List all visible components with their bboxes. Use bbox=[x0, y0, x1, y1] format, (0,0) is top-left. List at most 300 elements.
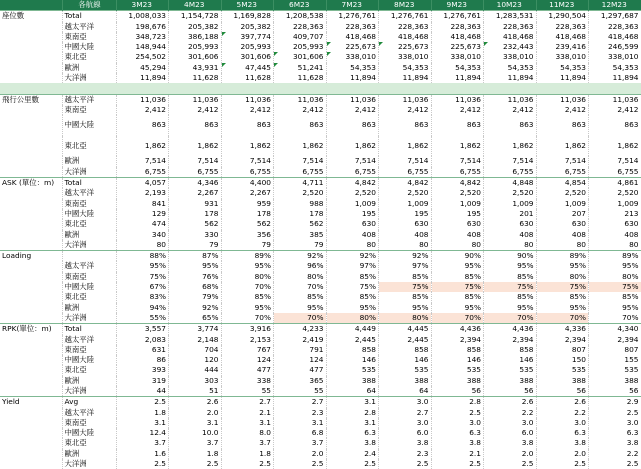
value-cell[interactable]: 79 bbox=[169, 240, 222, 251]
value-cell[interactable]: 863 bbox=[431, 115, 484, 136]
value-cell[interactable]: 95% bbox=[274, 303, 327, 313]
region-cell[interactable]: 歐洲 bbox=[62, 63, 116, 73]
value-cell[interactable]: 146 bbox=[326, 355, 379, 365]
value-cell[interactable]: 863 bbox=[484, 115, 537, 136]
value-cell[interactable]: 95% bbox=[484, 303, 537, 313]
value-cell[interactable]: 2.1 bbox=[221, 408, 274, 418]
value-cell[interactable]: 2.9 bbox=[589, 397, 641, 408]
value-cell[interactable]: 3.8 bbox=[326, 438, 379, 448]
section-title-cell[interactable]: Loading bbox=[0, 251, 62, 262]
region-cell[interactable]: 中國大陸 bbox=[62, 355, 116, 365]
region-cell[interactable]: 中國大陸 bbox=[62, 282, 116, 292]
value-cell[interactable]: 86 bbox=[116, 355, 169, 365]
header-month-cell[interactable]: 12M23 bbox=[589, 0, 641, 11]
region-cell[interactable]: 大洋洲 bbox=[62, 240, 116, 251]
value-cell[interactable]: 3.1 bbox=[326, 418, 379, 428]
value-cell[interactable]: 931 bbox=[169, 199, 222, 209]
value-cell[interactable]: 6,755 bbox=[221, 167, 274, 178]
value-cell[interactable]: 75% bbox=[589, 282, 641, 292]
value-cell[interactable]: 1,862 bbox=[274, 136, 327, 157]
value-cell[interactable]: 11,628 bbox=[274, 73, 327, 83]
header-month-cell[interactable]: 7M23 bbox=[326, 0, 379, 11]
value-cell[interactable]: 85% bbox=[431, 292, 484, 302]
value-cell[interactable]: 2,520 bbox=[431, 188, 484, 198]
value-cell[interactable]: 90% bbox=[484, 251, 537, 262]
value-cell[interactable]: 207 bbox=[536, 209, 589, 219]
value-cell[interactable]: 863 bbox=[589, 115, 641, 136]
value-cell[interactable]: 80 bbox=[484, 240, 537, 251]
value-cell[interactable]: 7,514 bbox=[379, 156, 432, 166]
value-cell[interactable]: 4,842 bbox=[326, 178, 379, 189]
value-cell[interactable]: 228,363 bbox=[379, 22, 432, 32]
empty-cell[interactable] bbox=[0, 240, 62, 251]
value-cell[interactable]: 80% bbox=[589, 272, 641, 282]
value-cell[interactable]: 3.0 bbox=[536, 418, 589, 428]
value-cell[interactable]: 1,862 bbox=[169, 136, 222, 157]
value-cell[interactable]: 988 bbox=[274, 199, 327, 209]
value-cell[interactable]: 85% bbox=[326, 272, 379, 282]
value-cell[interactable]: 6,755 bbox=[379, 167, 432, 178]
value-cell[interactable]: 2,520 bbox=[326, 188, 379, 198]
value-cell[interactable]: 12.4 bbox=[116, 428, 169, 438]
value-cell[interactable]: 7,514 bbox=[536, 156, 589, 166]
value-cell[interactable]: 319 bbox=[116, 376, 169, 386]
region-cell[interactable]: 東北亞 bbox=[62, 52, 116, 62]
value-cell[interactable]: 195 bbox=[326, 209, 379, 219]
value-cell[interactable]: 80% bbox=[274, 272, 327, 282]
value-cell[interactable]: 2.5 bbox=[431, 408, 484, 418]
value-cell[interactable]: 2,412 bbox=[116, 105, 169, 115]
value-cell[interactable]: 2,394 bbox=[484, 335, 537, 345]
value-cell[interactable]: 630 bbox=[484, 219, 537, 229]
empty-cell[interactable] bbox=[0, 199, 62, 209]
value-cell[interactable]: 2.5 bbox=[116, 459, 169, 469]
value-cell[interactable]: 70% bbox=[221, 313, 274, 324]
value-cell[interactable]: 6,755 bbox=[484, 167, 537, 178]
value-cell[interactable]: 3.8 bbox=[431, 438, 484, 448]
empty-cell[interactable] bbox=[0, 438, 62, 448]
value-cell[interactable]: 2.0 bbox=[484, 449, 537, 459]
value-cell[interactable]: 1,009 bbox=[326, 199, 379, 209]
value-cell[interactable]: 2,412 bbox=[484, 105, 537, 115]
empty-cell[interactable] bbox=[0, 230, 62, 240]
value-cell[interactable]: 205,382 bbox=[221, 22, 274, 32]
value-cell[interactable]: 630 bbox=[379, 219, 432, 229]
value-cell[interactable]: 1,009 bbox=[431, 199, 484, 209]
value-cell[interactable]: 2,412 bbox=[431, 105, 484, 115]
value-cell[interactable]: 2,267 bbox=[221, 188, 274, 198]
region-cell[interactable]: Total bbox=[62, 11, 116, 22]
value-cell[interactable]: 70% bbox=[536, 313, 589, 324]
value-cell[interactable]: 79% bbox=[169, 292, 222, 302]
value-cell[interactable]: 1,862 bbox=[116, 136, 169, 157]
empty-cell[interactable] bbox=[0, 188, 62, 198]
region-cell[interactable]: 歐洲 bbox=[62, 449, 116, 459]
value-cell[interactable]: 807 bbox=[536, 345, 589, 355]
value-cell[interactable]: 43,931 bbox=[169, 63, 222, 73]
value-cell[interactable]: 11,894 bbox=[379, 73, 432, 83]
value-cell[interactable]: 4,842 bbox=[379, 178, 432, 189]
value-cell[interactable]: 2.6 bbox=[169, 397, 222, 408]
value-cell[interactable]: 4,436 bbox=[484, 324, 537, 335]
value-cell[interactable]: 2.0 bbox=[169, 408, 222, 418]
value-cell[interactable]: 2.5 bbox=[274, 459, 327, 469]
value-cell[interactable]: 6.3 bbox=[326, 428, 379, 438]
value-cell[interactable]: 2,412 bbox=[379, 105, 432, 115]
header-month-cell[interactable]: 8M23 bbox=[379, 0, 432, 11]
value-cell[interactable]: 85% bbox=[326, 292, 379, 302]
value-cell[interactable]: 562 bbox=[169, 219, 222, 229]
value-cell[interactable]: 76% bbox=[169, 272, 222, 282]
value-cell[interactable]: 2,412 bbox=[221, 105, 274, 115]
value-cell[interactable]: 64 bbox=[326, 386, 379, 397]
value-cell[interactable]: 95% bbox=[379, 303, 432, 313]
value-cell[interactable]: 7,514 bbox=[116, 156, 169, 166]
value-cell[interactable]: 4,449 bbox=[326, 324, 379, 335]
value-cell[interactable]: 95% bbox=[431, 261, 484, 271]
value-cell[interactable]: 863 bbox=[116, 115, 169, 136]
value-cell[interactable]: 3.1 bbox=[274, 418, 327, 428]
value-cell[interactable]: 87% bbox=[169, 251, 222, 262]
value-cell[interactable]: 54,353 bbox=[326, 63, 379, 73]
value-cell[interactable]: 6.3 bbox=[536, 428, 589, 438]
value-cell[interactable]: 7,514 bbox=[326, 156, 379, 166]
value-cell[interactable]: 6,755 bbox=[536, 167, 589, 178]
value-cell[interactable]: 6,755 bbox=[116, 167, 169, 178]
value-cell[interactable]: 1.8 bbox=[116, 408, 169, 418]
header-month-cell[interactable]: 11M23 bbox=[536, 0, 589, 11]
value-cell[interactable]: 6,755 bbox=[274, 167, 327, 178]
value-cell[interactable]: 70% bbox=[274, 282, 327, 292]
section-title-cell[interactable]: ASK (單位：m) bbox=[0, 178, 62, 189]
value-cell[interactable]: 228,363 bbox=[484, 22, 537, 32]
value-cell[interactable]: 408 bbox=[484, 230, 537, 240]
value-cell[interactable]: 4,848 bbox=[484, 178, 537, 189]
value-cell[interactable]: 535 bbox=[536, 365, 589, 375]
empty-cell[interactable] bbox=[0, 345, 62, 355]
value-cell[interactable]: 11,036 bbox=[536, 94, 589, 105]
value-cell[interactable]: 85% bbox=[379, 292, 432, 302]
value-cell[interactable]: 3.8 bbox=[484, 438, 537, 448]
value-cell[interactable]: 863 bbox=[536, 115, 589, 136]
value-cell[interactable]: 95% bbox=[431, 303, 484, 313]
value-cell[interactable]: 301,606 bbox=[274, 52, 327, 62]
value-cell[interactable]: 2.5 bbox=[116, 397, 169, 408]
value-cell[interactable]: 630 bbox=[589, 219, 641, 229]
value-cell[interactable]: 6,755 bbox=[169, 167, 222, 178]
value-cell[interactable]: 397,774 bbox=[221, 32, 274, 42]
value-cell[interactable]: 11,036 bbox=[431, 94, 484, 105]
value-cell[interactable]: 4,340 bbox=[589, 324, 641, 335]
header-month-cell[interactable]: 6M23 bbox=[274, 0, 327, 11]
value-cell[interactable]: 95% bbox=[484, 261, 537, 271]
value-cell[interactable]: 1,297,687 bbox=[589, 11, 641, 22]
value-cell[interactable]: 2.5 bbox=[589, 408, 641, 418]
region-cell[interactable]: 越太平洋 bbox=[62, 335, 116, 345]
value-cell[interactable]: 3.8 bbox=[589, 438, 641, 448]
region-cell[interactable]: 東北亞 bbox=[62, 136, 116, 157]
value-cell[interactable]: 11,036 bbox=[116, 94, 169, 105]
value-cell[interactable]: 75% bbox=[326, 282, 379, 292]
value-cell[interactable]: 70% bbox=[431, 313, 484, 324]
value-cell[interactable]: 7,514 bbox=[221, 156, 274, 166]
value-cell[interactable]: 562 bbox=[274, 219, 327, 229]
value-cell[interactable]: 444 bbox=[169, 365, 222, 375]
value-cell[interactable]: 1,276,761 bbox=[431, 11, 484, 22]
value-cell[interactable]: 393 bbox=[116, 365, 169, 375]
value-cell[interactable]: 2.5 bbox=[326, 459, 379, 469]
value-cell[interactable]: 79 bbox=[274, 240, 327, 251]
value-cell[interactable]: 630 bbox=[431, 219, 484, 229]
value-cell[interactable]: 89% bbox=[221, 251, 274, 262]
value-cell[interactable]: 2,520 bbox=[379, 188, 432, 198]
value-cell[interactable]: 11,894 bbox=[116, 73, 169, 83]
value-cell[interactable]: 388 bbox=[484, 376, 537, 386]
value-cell[interactable]: 80% bbox=[536, 272, 589, 282]
value-cell[interactable]: 2,083 bbox=[116, 335, 169, 345]
value-cell[interactable]: 2,445 bbox=[379, 335, 432, 345]
value-cell[interactable]: 863 bbox=[326, 115, 379, 136]
value-cell[interactable]: 631 bbox=[116, 345, 169, 355]
value-cell[interactable]: 54,353 bbox=[484, 63, 537, 73]
value-cell[interactable]: 65% bbox=[169, 313, 222, 324]
value-cell[interactable]: 562 bbox=[221, 219, 274, 229]
value-cell[interactable]: 386,188 bbox=[169, 32, 222, 42]
value-cell[interactable]: 205,993 bbox=[221, 42, 274, 52]
value-cell[interactable]: 80 bbox=[379, 240, 432, 251]
value-cell[interactable]: 2,148 bbox=[169, 335, 222, 345]
value-cell[interactable]: 1.8 bbox=[221, 449, 274, 459]
value-cell[interactable]: 54,353 bbox=[379, 63, 432, 73]
value-cell[interactable]: 2.5 bbox=[484, 459, 537, 469]
value-cell[interactable]: 338,010 bbox=[484, 52, 537, 62]
region-cell[interactable]: 歐洲 bbox=[62, 376, 116, 386]
value-cell[interactable]: 80 bbox=[536, 240, 589, 251]
empty-cell[interactable] bbox=[0, 209, 62, 219]
value-cell[interactable]: 3.7 bbox=[221, 438, 274, 448]
value-cell[interactable]: 858 bbox=[484, 345, 537, 355]
region-cell[interactable]: 大洋洲 bbox=[62, 313, 116, 324]
value-cell[interactable]: 225,673 bbox=[379, 42, 432, 52]
empty-cell[interactable] bbox=[0, 292, 62, 302]
region-cell[interactable]: 中國大陸 bbox=[62, 115, 116, 136]
empty-cell[interactable] bbox=[0, 219, 62, 229]
value-cell[interactable]: 388 bbox=[589, 376, 641, 386]
value-cell[interactable]: 94% bbox=[116, 303, 169, 313]
value-cell[interactable]: 535 bbox=[379, 365, 432, 375]
section-title-cell[interactable]: Yield bbox=[0, 397, 62, 408]
value-cell[interactable]: 97% bbox=[326, 261, 379, 271]
value-cell[interactable]: 338,010 bbox=[326, 52, 379, 62]
value-cell[interactable]: 79 bbox=[221, 240, 274, 251]
value-cell[interactable]: 863 bbox=[221, 115, 274, 136]
value-cell[interactable]: 75% bbox=[431, 282, 484, 292]
value-cell[interactable]: 418,468 bbox=[431, 32, 484, 42]
value-cell[interactable]: 6.3 bbox=[431, 428, 484, 438]
value-cell[interactable]: 228,363 bbox=[536, 22, 589, 32]
value-cell[interactable]: 2.5 bbox=[589, 459, 641, 469]
region-cell[interactable]: 東南亞 bbox=[62, 105, 116, 115]
value-cell[interactable]: 4,854 bbox=[536, 178, 589, 189]
value-cell[interactable]: 2.6 bbox=[536, 397, 589, 408]
value-cell[interactable]: 6.8 bbox=[274, 428, 327, 438]
value-cell[interactable]: 205,993 bbox=[169, 42, 222, 52]
value-cell[interactable]: 535 bbox=[589, 365, 641, 375]
value-cell[interactable]: 228,363 bbox=[274, 22, 327, 32]
region-cell[interactable]: 東北亞 bbox=[62, 438, 116, 448]
value-cell[interactable]: 2,412 bbox=[589, 105, 641, 115]
header-month-cell[interactable]: 4M23 bbox=[169, 0, 222, 11]
value-cell[interactable]: 67% bbox=[116, 282, 169, 292]
value-cell[interactable]: 2,419 bbox=[274, 335, 327, 345]
value-cell[interactable]: 338,010 bbox=[589, 52, 641, 62]
value-cell[interactable]: 7,514 bbox=[484, 156, 537, 166]
value-cell[interactable]: 95% bbox=[169, 261, 222, 271]
empty-cell[interactable] bbox=[0, 136, 62, 157]
value-cell[interactable]: 195 bbox=[431, 209, 484, 219]
value-cell[interactable]: 75% bbox=[536, 282, 589, 292]
empty-cell[interactable] bbox=[0, 32, 62, 42]
region-cell[interactable]: 越太平洋 bbox=[62, 261, 116, 271]
header-section-cell[interactable] bbox=[0, 0, 62, 11]
value-cell[interactable]: 3.0 bbox=[484, 418, 537, 428]
value-cell[interactable]: 11,036 bbox=[589, 94, 641, 105]
header-month-cell[interactable]: 5M23 bbox=[221, 0, 274, 11]
value-cell[interactable]: 4,861 bbox=[589, 178, 641, 189]
value-cell[interactable]: 96% bbox=[274, 261, 327, 271]
value-cell[interactable]: 767 bbox=[221, 345, 274, 355]
empty-cell[interactable] bbox=[0, 282, 62, 292]
empty-cell[interactable] bbox=[0, 418, 62, 428]
value-cell[interactable]: 205,993 bbox=[274, 42, 327, 52]
value-cell[interactable]: 1,862 bbox=[221, 136, 274, 157]
value-cell[interactable]: 408 bbox=[589, 230, 641, 240]
value-cell[interactable]: 330 bbox=[169, 230, 222, 240]
value-cell[interactable]: 70% bbox=[221, 282, 274, 292]
region-cell[interactable]: 大洋洲 bbox=[62, 167, 116, 178]
region-cell[interactable]: 大洋洲 bbox=[62, 386, 116, 397]
value-cell[interactable]: 2,394 bbox=[431, 335, 484, 345]
value-cell[interactable]: 56 bbox=[484, 386, 537, 397]
value-cell[interactable]: 791 bbox=[274, 345, 327, 355]
value-cell[interactable]: 11,894 bbox=[431, 73, 484, 83]
value-cell[interactable]: 7,514 bbox=[274, 156, 327, 166]
value-cell[interactable]: 97% bbox=[379, 261, 432, 271]
value-cell[interactable]: 89% bbox=[536, 251, 589, 262]
value-cell[interactable]: 3.1 bbox=[116, 418, 169, 428]
value-cell[interactable]: 85% bbox=[484, 272, 537, 282]
value-cell[interactable]: 6.3 bbox=[589, 428, 641, 438]
empty-cell[interactable] bbox=[0, 42, 62, 52]
empty-cell[interactable] bbox=[0, 365, 62, 375]
value-cell[interactable]: 11,036 bbox=[274, 94, 327, 105]
value-cell[interactable]: 55% bbox=[116, 313, 169, 324]
empty-cell[interactable] bbox=[0, 449, 62, 459]
value-cell[interactable]: 418,468 bbox=[326, 32, 379, 42]
empty-cell[interactable] bbox=[0, 428, 62, 438]
value-cell[interactable]: 6.0 bbox=[379, 428, 432, 438]
section-title-cell[interactable]: 座位數 bbox=[0, 11, 62, 22]
empty-cell[interactable] bbox=[0, 52, 62, 62]
value-cell[interactable]: 75% bbox=[116, 272, 169, 282]
value-cell[interactable]: 95% bbox=[221, 303, 274, 313]
value-cell[interactable]: 535 bbox=[484, 365, 537, 375]
section-title-cell[interactable]: 飛行公里數 bbox=[0, 94, 62, 105]
empty-cell[interactable] bbox=[0, 355, 62, 365]
value-cell[interactable]: 85% bbox=[484, 292, 537, 302]
region-cell[interactable]: 中國大陸 bbox=[62, 42, 116, 52]
value-cell[interactable]: 10.0 bbox=[169, 428, 222, 438]
region-cell[interactable]: 東南亞 bbox=[62, 272, 116, 282]
value-cell[interactable]: 3.0 bbox=[431, 418, 484, 428]
value-cell[interactable]: 3.7 bbox=[116, 438, 169, 448]
region-cell[interactable]: 歐洲 bbox=[62, 303, 116, 313]
region-cell[interactable]: 越太平洋 bbox=[62, 94, 116, 105]
value-cell[interactable]: 3.0 bbox=[379, 397, 432, 408]
value-cell[interactable]: 205,382 bbox=[169, 22, 222, 32]
value-cell[interactable]: 388 bbox=[326, 376, 379, 386]
value-cell[interactable]: 70% bbox=[484, 313, 537, 324]
value-cell[interactable]: 2,153 bbox=[221, 335, 274, 345]
value-cell[interactable]: 85% bbox=[431, 272, 484, 282]
value-cell[interactable]: 68% bbox=[169, 282, 222, 292]
value-cell[interactable]: 228,363 bbox=[589, 22, 641, 32]
value-cell[interactable]: 2,412 bbox=[536, 105, 589, 115]
region-cell[interactable]: 東南亞 bbox=[62, 32, 116, 42]
value-cell[interactable]: 70% bbox=[589, 313, 641, 324]
value-cell[interactable]: 11,628 bbox=[221, 73, 274, 83]
value-cell[interactable]: 95% bbox=[589, 261, 641, 271]
value-cell[interactable]: 2.4 bbox=[326, 449, 379, 459]
value-cell[interactable]: 2,412 bbox=[326, 105, 379, 115]
value-cell[interactable]: 75% bbox=[379, 282, 432, 292]
value-cell[interactable]: 95% bbox=[536, 303, 589, 313]
value-cell[interactable]: 2.0 bbox=[274, 449, 327, 459]
value-cell[interactable]: 89% bbox=[589, 251, 641, 262]
value-cell[interactable]: 56 bbox=[589, 386, 641, 397]
value-cell[interactable]: 85% bbox=[536, 292, 589, 302]
value-cell[interactable]: 85% bbox=[589, 292, 641, 302]
value-cell[interactable]: 56 bbox=[431, 386, 484, 397]
value-cell[interactable]: 228,363 bbox=[326, 22, 379, 32]
value-cell[interactable]: 418,468 bbox=[589, 32, 641, 42]
value-cell[interactable]: 301,606 bbox=[169, 52, 222, 62]
value-cell[interactable]: 2,267 bbox=[169, 188, 222, 198]
value-cell[interactable]: 155 bbox=[589, 355, 641, 365]
value-cell[interactable]: 80 bbox=[589, 240, 641, 251]
section-title-cell[interactable]: RPK(單位：m) bbox=[0, 324, 62, 335]
value-cell[interactable]: 338,010 bbox=[536, 52, 589, 62]
value-cell[interactable]: 75% bbox=[484, 282, 537, 292]
empty-cell[interactable] bbox=[0, 22, 62, 32]
value-cell[interactable]: 70% bbox=[274, 313, 327, 324]
value-cell[interactable]: 47,445 bbox=[221, 63, 274, 73]
value-cell[interactable]: 348,723 bbox=[116, 32, 169, 42]
value-cell[interactable]: 2.2 bbox=[589, 449, 641, 459]
value-cell[interactable]: 858 bbox=[326, 345, 379, 355]
empty-cell[interactable] bbox=[0, 386, 62, 397]
value-cell[interactable]: 55 bbox=[221, 386, 274, 397]
value-cell[interactable]: 858 bbox=[379, 345, 432, 355]
value-cell[interactable]: 2,445 bbox=[326, 335, 379, 345]
value-cell[interactable]: 2.5 bbox=[536, 459, 589, 469]
value-cell[interactable]: 388 bbox=[379, 376, 432, 386]
value-cell[interactable]: 3.8 bbox=[379, 438, 432, 448]
value-cell[interactable]: 85% bbox=[379, 272, 432, 282]
value-cell[interactable]: 388 bbox=[431, 376, 484, 386]
value-cell[interactable]: 2.1 bbox=[431, 449, 484, 459]
region-cell[interactable] bbox=[62, 251, 116, 262]
